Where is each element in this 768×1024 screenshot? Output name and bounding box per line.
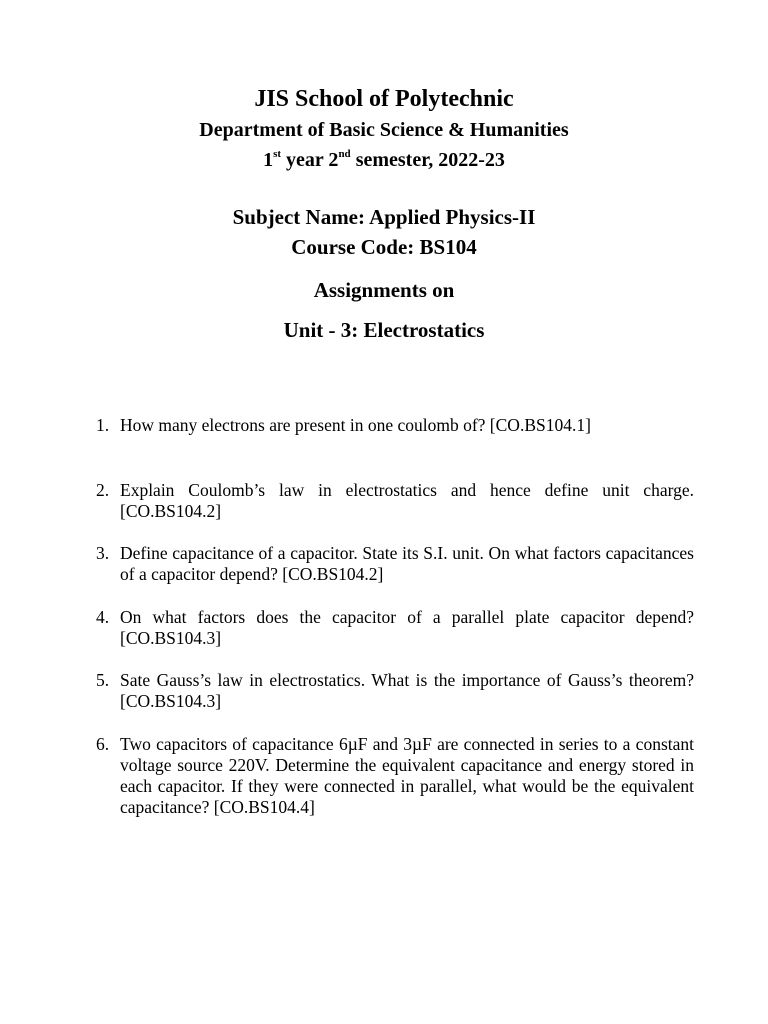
question-text: Two capacitors of capacitance 6µF and 3µF are connected in series to a constant voltage source 220V. Determine the equivalent capacitance and energy stored in each capacitor. If they were connected in parallel, what would be the equivalent capacitance? [CO.BS104.4] bbox=[120, 734, 694, 817]
question-item bbox=[96, 415, 694, 436]
question-number: 4. bbox=[96, 607, 110, 627]
question-item bbox=[96, 543, 694, 585]
question-item bbox=[96, 670, 694, 712]
question-text: How many electrons are present in one coulomb of? [CO.BS104.1] bbox=[120, 415, 591, 435]
question-item bbox=[96, 480, 694, 522]
question-item bbox=[96, 607, 694, 649]
year-number: 1 bbox=[263, 149, 274, 171]
year-word: year 2 bbox=[281, 149, 339, 171]
question-text: Sate Gauss’s law in electrostatics. What is the importance of Gauss’s theorem? [CO.BS104.3] bbox=[120, 670, 694, 711]
subject-name: Subject Name: Applied Physics-II bbox=[232, 205, 536, 229]
course-code: Course Code: BS104 bbox=[291, 235, 477, 259]
assignments-heading: Assignments on bbox=[313, 278, 455, 302]
question-number: 1. bbox=[96, 415, 110, 435]
semester-line bbox=[0, 147, 768, 173]
question-number: 6. bbox=[96, 734, 110, 754]
year-superscript: st bbox=[273, 148, 282, 161]
question-number: 2. bbox=[96, 480, 110, 500]
question-number: 3. bbox=[96, 543, 110, 563]
semester-superscript: nd bbox=[338, 148, 351, 161]
question-text: On what factors does the capacitor of a parallel plate capacitor depend? [CO.BS104.3] bbox=[120, 607, 694, 648]
department-title: Department of Basic Science & Humanities bbox=[199, 119, 569, 141]
question-item bbox=[96, 734, 694, 818]
semester-rest: semester, 2022-23 bbox=[350, 149, 505, 171]
school-title: JIS School of Polytechnic bbox=[254, 86, 514, 112]
unit-heading: Unit - 3: Electrostatics bbox=[283, 318, 485, 342]
question-text: Explain Coulomb’s law in electrostatics and hence define unit charge. [CO.BS104.2] bbox=[120, 480, 694, 521]
question-number: 5. bbox=[96, 670, 110, 690]
question-text: Define capacitance of a capacitor. State its S.I. unit. On what factors capacitances of a capacitor depend? [CO.BS104.2] bbox=[120, 543, 694, 584]
